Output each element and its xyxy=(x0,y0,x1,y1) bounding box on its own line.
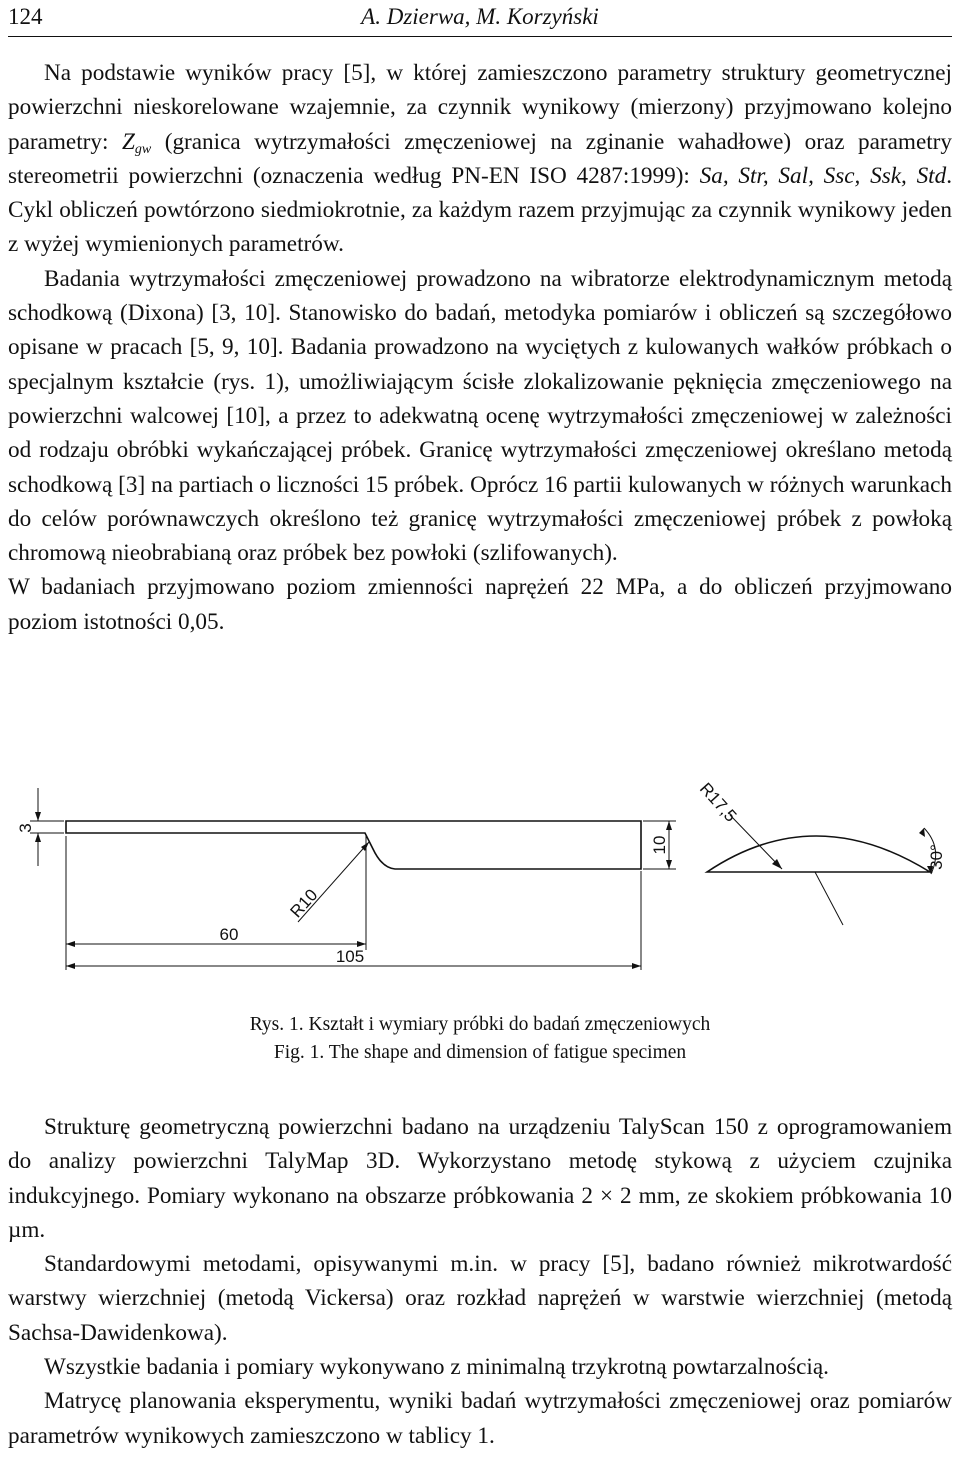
specimen-outline xyxy=(66,821,641,869)
paragraph-4: Strukturę geometryczną powierzchni badano na urządzeniu TalyScan 150 z oprogramowaniem do analizy powierzchni TalyMap 3D. Wykorzystano metodę stykową z użyciem czujnika indukcyjnego. Pomiary wykonano na obszarze próbkowania 2 × 2 mm, ze skokiem próbkowania 10 µm. xyxy=(8,1114,952,1243)
paragraph-6: Wszystkie badania i pomiary wykonywano z minimalną trzykrotną powtarzalnością. xyxy=(44,1354,829,1381)
specimen-drawing xyxy=(0,770,960,1010)
header-rule xyxy=(8,36,952,37)
figure-caption-en: Fig. 1. The shape and dimension of fatigue specimen xyxy=(273,1042,687,1063)
body-text-bottom xyxy=(8,1110,952,1453)
specimen-figure xyxy=(0,770,960,1010)
dim-section-radius-label: R17,5 xyxy=(695,779,741,826)
figure-caption-pl: Rys. 1. Kształt i wymiary próbki do badań zmęczeniowych xyxy=(249,1014,711,1035)
page-header xyxy=(8,4,952,32)
body-text-top xyxy=(8,56,952,639)
paragraph-7: Matrycę planowania eksperymentu, wyniki badań wytrzymałości zmęczeniowej oraz pomiarów parametrów wynikowych zamieszczono w tablicy 1. xyxy=(8,1388,952,1449)
dim-length-105-label: 105 xyxy=(335,947,365,966)
paragraph-1 xyxy=(8,56,952,262)
p1-part1: Na podstawie wyników pracy [5], w której zamieszczono parametry struktury geometrycznej powierzchni nieskorelowane wzajemnie, za czynnik wynikowy (mierzony) przyjmowano kolejno parametry: xyxy=(8,60,952,155)
paragraph-5: Standardowymi metodami, opisywanymi m.in. w pracy [5], badano również mikrotwardość warstwy wierzchniej (metodą Vickersa) oraz rozkład naprężeń w warstwie wierzchniej (metodą Sachsa-Dawidenkowa). xyxy=(8,1251,952,1346)
page-number: 124 xyxy=(8,4,43,29)
paragraph-3: W badaniach przyjmowano poziom zmienności naprężeń 22 MPa, a do obliczeń przyjmowano poziom istotności 0,05. xyxy=(8,574,952,635)
dim-height-label: 10 xyxy=(650,835,669,855)
p1-part2: (granica wytrzymałości zmęczeniowej na zginanie wahadłowe) oraz parametry stereometrii powierzchni (oznaczenia według PN-EN ISO 4287:1999): xyxy=(8,128,952,189)
dim-fillet-radius-label: R10 xyxy=(286,885,322,922)
running-head: A. Dzierwa, M. Korzyński xyxy=(361,4,599,29)
zgw-subscript: gw xyxy=(134,141,152,157)
surface-params: Sa, Str, Sal, Ssc, Ssk, Std xyxy=(699,162,947,189)
dim-angle-label: 30° xyxy=(927,844,946,870)
dim-length-60-label: 60 xyxy=(219,925,239,944)
zgw-symbol: Z xyxy=(121,128,135,155)
dim-thickness-label: 3 xyxy=(16,823,35,833)
p1-part3: . Cykl obliczeń powtórzono siedmiokrotnie, za każdym razem przyjmując za czynnik wynikowy jeden z wyżej wymienionych parametrów. xyxy=(8,162,952,258)
specimen-cross-section xyxy=(707,836,930,872)
paragraph-2: Badania wytrzymałości zmęczeniowej prowadzono na wibratorze elektrodynamicznym metodą schodkową (Dixona) [3, 10]. Stanowisko do badań, metodyka pomiarów i obliczeń są szczegółowo opisane w pracach [5, 9, 10]. Badania prowadzono na wyciętych z kulowanych wałków próbkach o specjalnym kształcie (rys. 1), umożliwiającym ścisłe zlokalizowanie pęknięcia zmęczeniowego na powierzchni walcowej [10], a przez to adekwatną ocenę wytrzymałości zmęczeniowej w zależności od rodzaju obróbki wykańczającej próbek. Granicę wytrzymałości zmęczeniowej określano metodą schodkową [3] na partiach o liczności 15 próbek. Oprócz 16 partii kulowanych w różnych warunkach do celów porównawczych określono też granicę wytrzymałości zmęczeniowej próbek z powłoką chromową nieobrabianą oraz próbek bez powłoki (szlifowanych). xyxy=(8,265,952,567)
